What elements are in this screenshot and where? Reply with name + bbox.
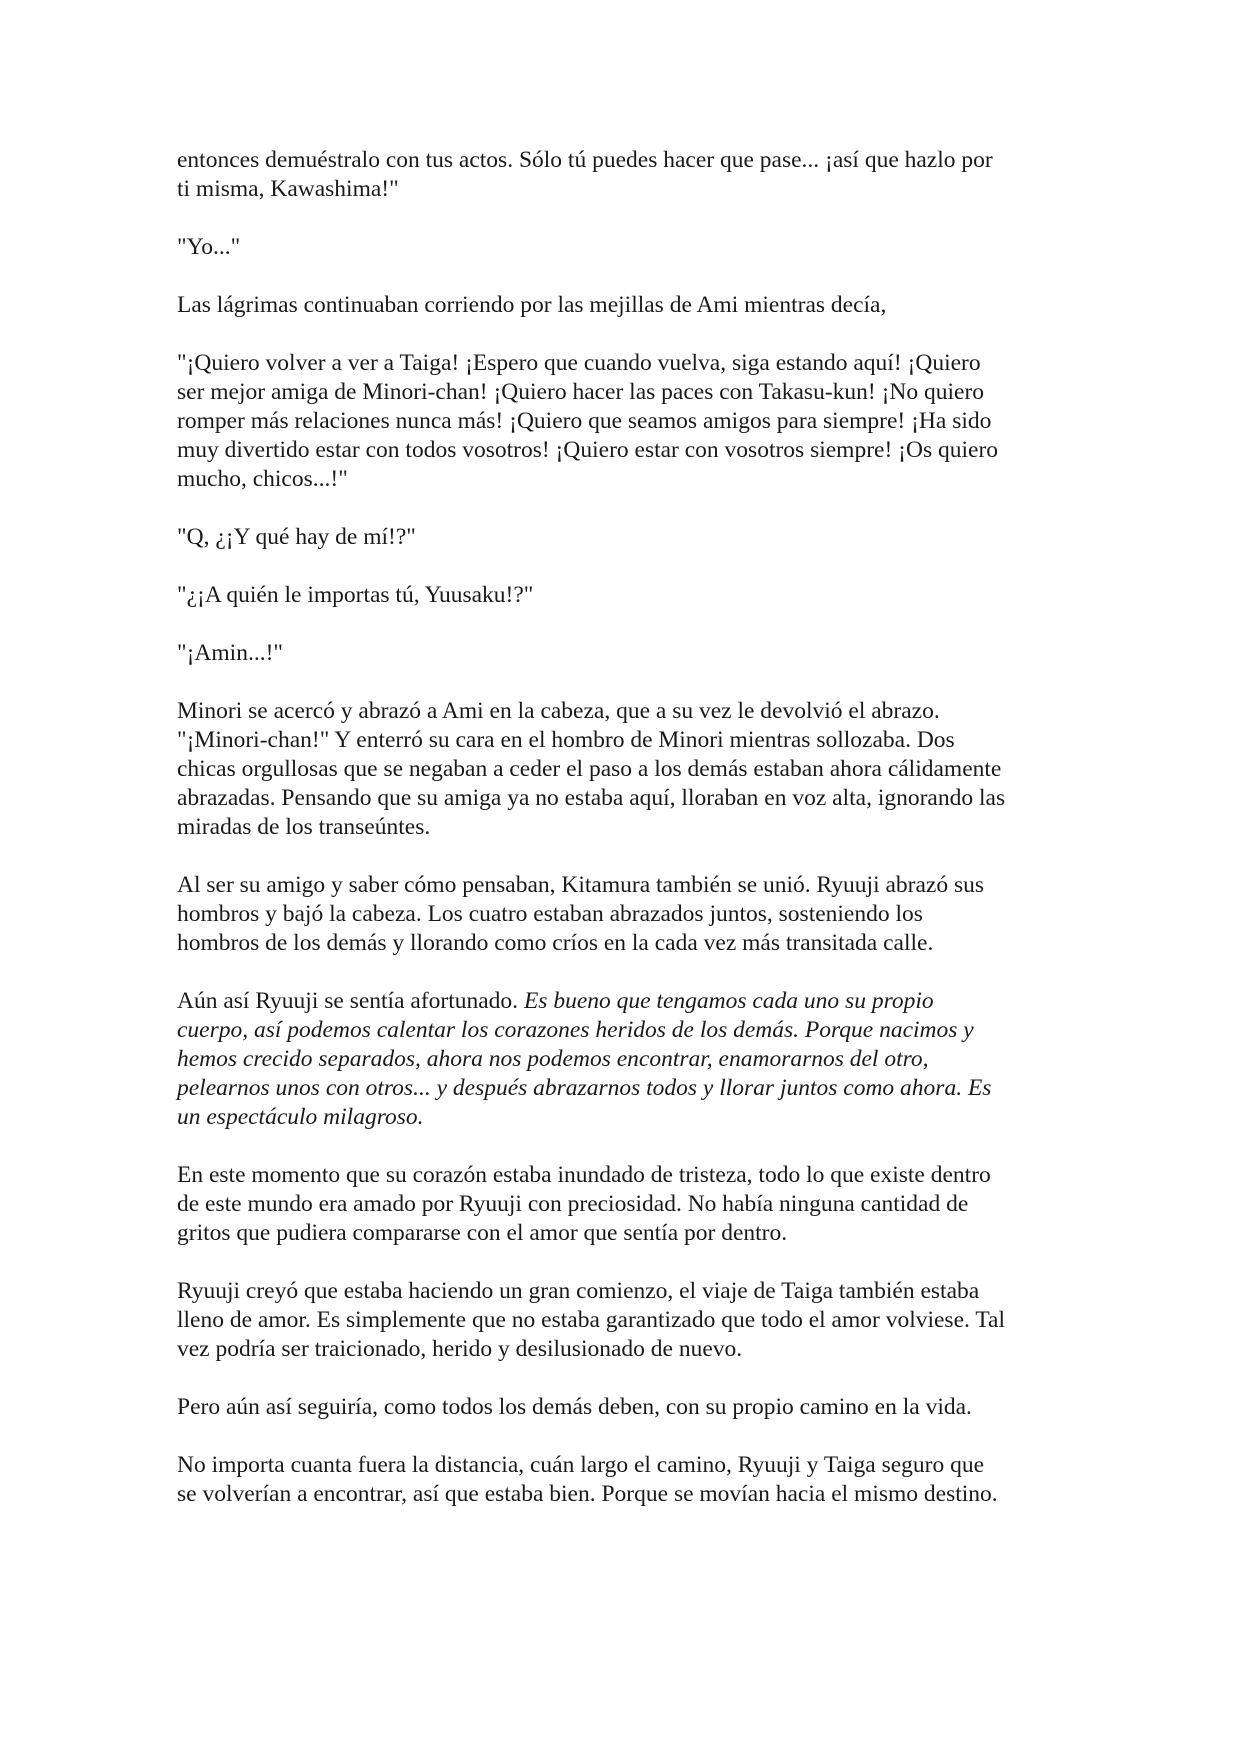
text-line — [177, 987, 1077, 1016]
paragraph — [177, 987, 1077, 1132]
text-line: miradas de los transeúntes. — [177, 814, 431, 840]
paragraph — [177, 146, 1077, 204]
text-line: En este momento que su corazón estaba inundado de tristeza, todo lo que existe dentro — [177, 1162, 991, 1188]
text-line: "¿¡A quién le importas tú, Yuusaku!?" — [177, 582, 534, 608]
inner-thought-text: hemos crecido separados, ahora nos podemos encontrar, enamorarnos del otro, — [177, 1046, 929, 1072]
text-line: ser mejor amiga de Minori-chan! ¡Quiero hacer las paces con Takasu-kun! ¡No quiero — [177, 379, 985, 405]
text-line: chicas orgullosas que se negaban a ceder el paso a los demás estaban ahora cálidamente — [177, 756, 1002, 782]
text-line: "¡Minori-chan!" Y enterró su cara en el hombro de Minori mientras sollozaba. Dos — [177, 727, 955, 753]
text-line: Minori se acercó y abrazó a Ami en la cabeza, que a su vez le devolvió el abrazo. — [177, 698, 940, 724]
paragraph — [177, 1161, 1077, 1248]
inner-thought-text: Es bueno que tengamos cada uno su propio — [523, 988, 934, 1014]
text-line: muy divertido estar con todos vosotros! ¡Quiero estar con vosotros siempre! ¡Os quiero — [177, 437, 999, 463]
paragraph — [177, 1393, 1077, 1422]
text-line: lleno de amor. Es simplemente que no estaba garantizado que todo el amor volviese. Tal — [177, 1307, 1006, 1333]
paragraph — [177, 871, 1077, 958]
text-line: Pero aún así seguiría, como todos los demás deben, con su propio camino en la vida. — [177, 1394, 972, 1420]
text-line: hombros y bajó la cabeza. Los cuatro estaban abrazados juntos, sosteniendo los — [177, 901, 923, 927]
text-line: hombros de los demás y llorando como críos en la cada vez más transitada calle. — [177, 930, 934, 956]
text-line: vez podría ser traicionado, herido y desilusionado de nuevo. — [177, 1336, 743, 1362]
text-line: abrazadas. Pensando que su amiga ya no estaba aquí, lloraban en voz alta, ignorando las — [177, 785, 1006, 811]
paragraph — [177, 291, 1077, 320]
text-line — [177, 1016, 1077, 1045]
text-line: Ryuuji creyó que estaba haciendo un gran comienzo, el viaje de Taiga también estaba — [177, 1278, 980, 1304]
paragraph — [177, 697, 1077, 842]
inner-thought-text: pelearnos unos con otros... y después abrazarnos todos y llorar juntos como ahora. Es — [177, 1075, 992, 1101]
text-line: gritos que pudiera compararse con el amor que sentía por dentro. — [177, 1220, 788, 1246]
text-line: No importa cuanta fuera la distancia, cuán largo el camino, Ryuuji y Taiga seguro que — [177, 1452, 985, 1478]
paragraph — [177, 639, 1077, 668]
paragraph — [177, 581, 1077, 610]
text-line: Al ser su amigo y saber cómo pensaban, Kitamura también se unió. Ryuuji abrazó sus — [177, 872, 985, 898]
text-line: Las lágrimas continuaban corriendo por las mejillas de Ami mientras decía, — [177, 292, 887, 318]
text-line: "¡Quiero volver a ver a Taiga! ¡Espero que cuando vuelva, siga estando aquí! ¡Quiero — [177, 350, 981, 376]
text-line — [177, 1074, 1077, 1103]
text-line: de este mundo era amado por Ryuuji con preciosidad. No había ninguna cantidad de — [177, 1191, 969, 1217]
text-line: "¡Amin...!" — [177, 640, 283, 666]
inner-thought-text: un espectáculo milagroso. — [177, 1104, 424, 1130]
narration-text: Aún así Ryuuji se sentía afortunado. — [177, 988, 524, 1014]
text-line — [177, 1045, 1077, 1074]
paragraph — [177, 1277, 1077, 1364]
text-line: mucho, chicos...!" — [177, 466, 348, 492]
text-line: ti misma, Kawashima!" — [177, 176, 399, 202]
paragraph — [177, 233, 1077, 262]
paragraph — [177, 1451, 1077, 1509]
text-line: se volverían a encontrar, así que estaba bien. Porque se movían hacia el mismo destino. — [177, 1481, 998, 1507]
text-line: entonces demuéstralo con tus actos. Sólo tú puedes hacer que pase... ¡así que hazlo por — [177, 147, 993, 173]
paragraph — [177, 523, 1077, 552]
text-line: "Yo..." — [177, 234, 241, 260]
inner-thought-text: cuerpo, así podemos calentar los corazones heridos de los demás. Porque nacimos y — [177, 1017, 974, 1043]
text-line: romper más relaciones nunca más! ¡Quiero que seamos amigos para siempre! ¡Ha sido — [177, 408, 992, 434]
paragraph — [177, 349, 1077, 494]
body-text — [177, 146, 1077, 1538]
text-line: "Q, ¿¡Y qué hay de mí!?" — [177, 524, 416, 550]
text-line — [177, 1103, 1077, 1132]
